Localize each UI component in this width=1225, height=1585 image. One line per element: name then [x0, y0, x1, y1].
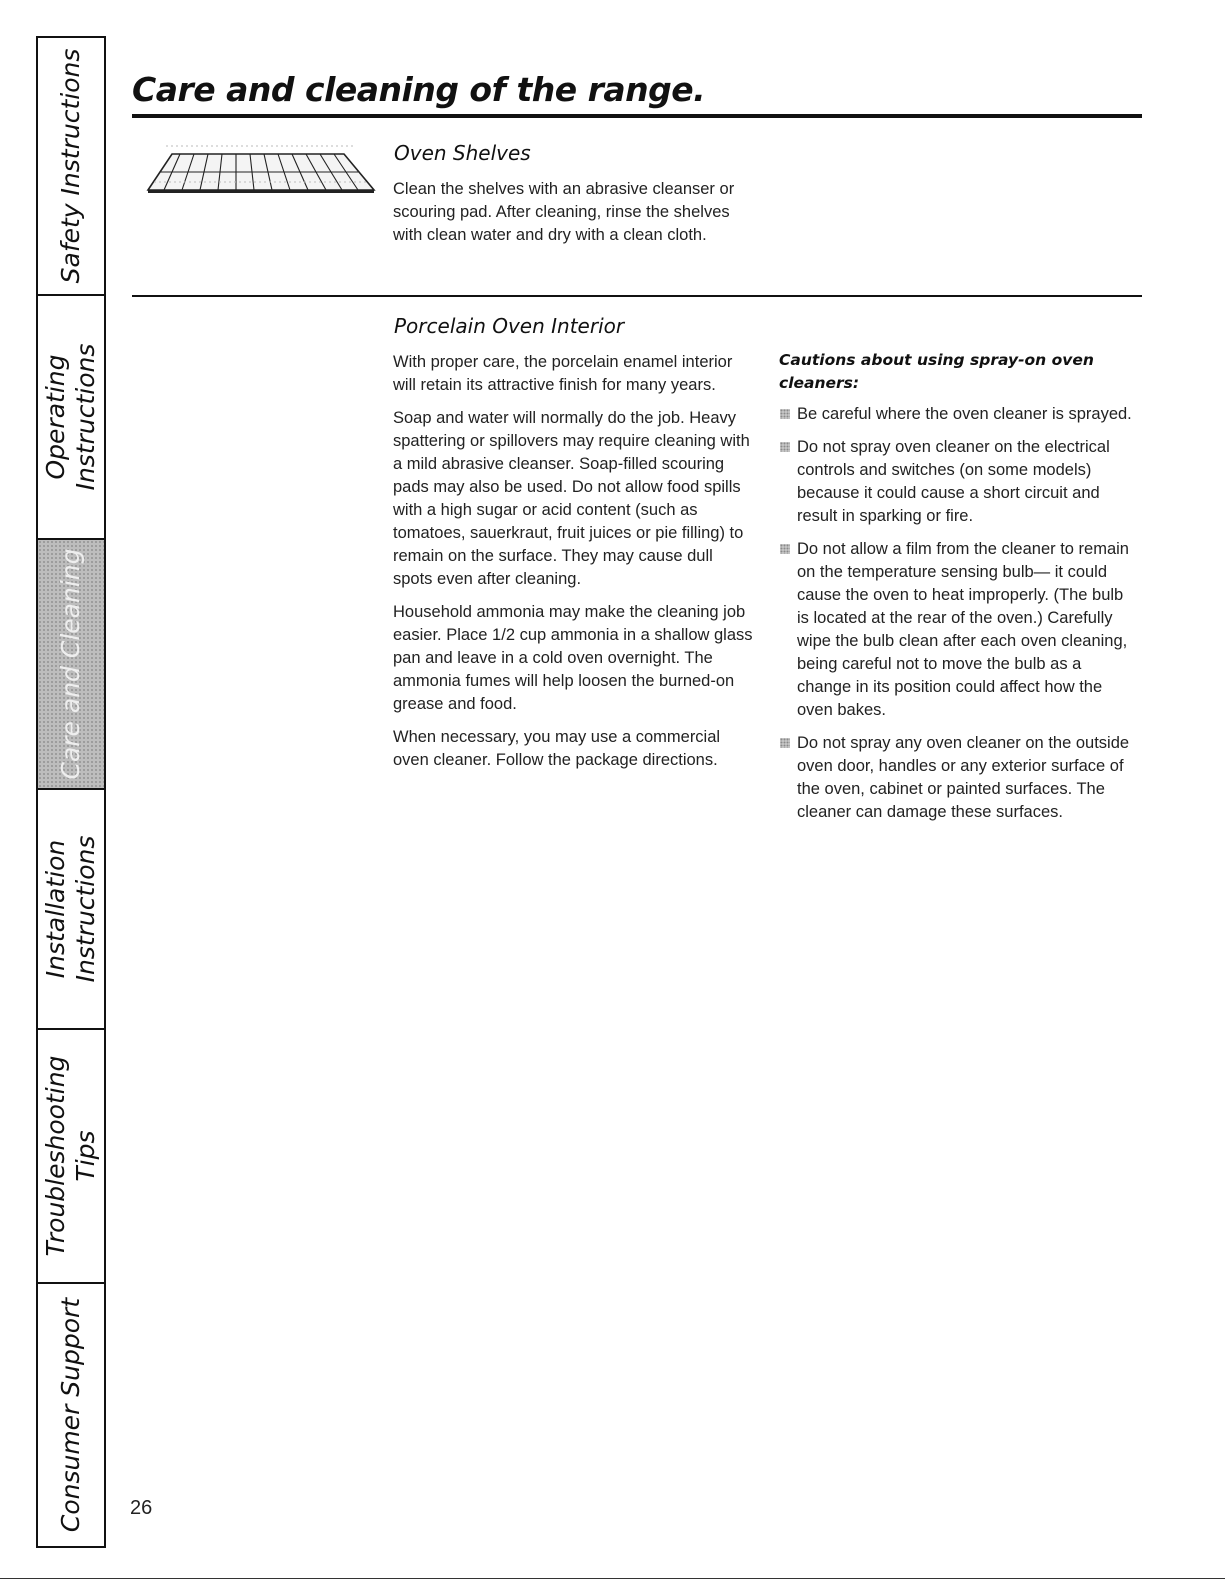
caution-item — [779, 436, 1139, 528]
caution-item — [779, 538, 1139, 722]
square-bullet-icon — [780, 409, 790, 419]
caution-text: Do not spray any oven cleaner on the outside oven door, handles or any exterior surface of the oven, cabinet or painted surfaces. The cleaner can damage these surfaces. — [797, 734, 1130, 821]
porcelain-paragraph: When necessary, you may use a commercial oven cleaner. Follow the package directions. — [393, 728, 721, 769]
oven-shelf-rack-icon — [146, 142, 376, 194]
square-bullet-icon — [780, 442, 790, 452]
porcelain-heading: Porcelain Oven Interior — [394, 314, 625, 338]
page-number: 26 — [130, 1497, 153, 1519]
tab-consumer-support[interactable] — [38, 1284, 104, 1546]
tab-label: Consumer Support — [56, 1297, 85, 1533]
section-divider — [132, 295, 1142, 297]
tab-label: Troubleshooting Tips — [41, 1055, 100, 1257]
title-rule — [132, 114, 1142, 118]
side-tab-column — [36, 36, 106, 1548]
page-bottom-edge — [0, 1578, 1225, 1579]
caution-text: Be careful where the oven cleaner is sprayed. — [797, 405, 1132, 423]
cautions-block — [779, 349, 1139, 834]
square-bullet-icon — [780, 738, 790, 748]
tab-installation-instructions[interactable] — [38, 790, 104, 1030]
tab-label: Operating Instructions — [41, 343, 100, 491]
caution-text: Do not allow a film from the cleaner to remain on the temperature sensing bulb— it could cause the oven to heat improperly. (The bulb is located at the rear of the oven.) Carefully wipe the bulb clean after each oven cleaning, being careful not to move the bulb as a change in its position could affect how the oven bakes. — [797, 540, 1129, 719]
oven-shelves-body: Clean the shelves with an abrasive cleanser or scouring pad. After cleaning, rinse the shelves with clean water and dry with a clean cloth. — [393, 180, 735, 244]
tab-care-and-cleaning[interactable] — [38, 540, 104, 790]
page-title: Care and cleaning of the range. — [132, 70, 706, 109]
caution-item — [779, 403, 1139, 426]
porcelain-paragraph: Soap and water will normally do the job. Heavy spattering or spillovers may require cleaning with a mild abrasive cleanser. Soap-filled scouring pads may also be used. Do not allow food spills with a high sugar or acid content (such as tomatoes, sauerkraut, fruit juices or pie filling) to remain on the surface. They may cause dull spots even after cleaning. — [393, 409, 750, 588]
tab-label: Installation Instructions — [41, 835, 100, 983]
tab-label: Safety Instructions — [56, 48, 85, 284]
square-bullet-icon — [780, 544, 790, 554]
tab-troubleshooting-tips[interactable] — [38, 1030, 104, 1284]
caution-text: Do not spray oven cleaner on the electrical controls and switches (on some models) because it could cause a short circuit and result in sparking or fire. — [797, 438, 1110, 525]
tab-safety-instructions[interactable] — [38, 38, 104, 296]
porcelain-body — [393, 351, 755, 782]
cautions-heading: Cautions about using spray-on oven cleaners: — [779, 351, 1094, 392]
porcelain-paragraph: Household ammonia may make the cleaning job easier. Place 1/2 cup ammonia in a shallow glass pan and leave in a cold oven overnight. The ammonia fumes will help loosen the burned-on grease and food. — [393, 603, 753, 713]
tab-label: Care and Cleaning — [56, 548, 85, 780]
oven-shelves-heading: Oven Shelves — [394, 141, 531, 165]
caution-item — [779, 732, 1139, 824]
tab-operating-instructions[interactable] — [38, 296, 104, 540]
porcelain-paragraph: With proper care, the porcelain enamel interior will retain its attractive finish for many years. — [393, 353, 733, 394]
